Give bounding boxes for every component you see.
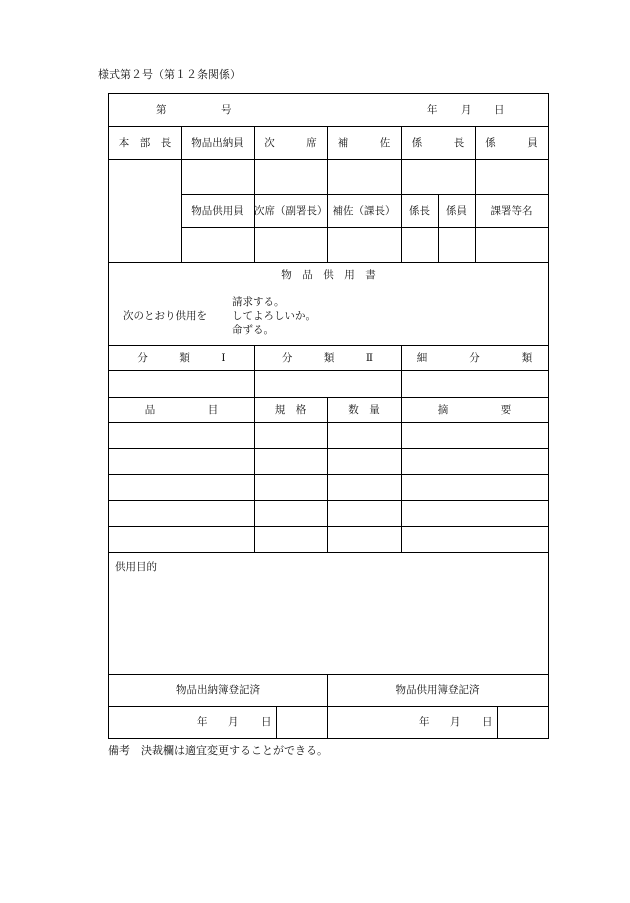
rule-h12 <box>109 500 548 501</box>
header-nen: 年 <box>427 104 438 116</box>
rule-h13 <box>109 526 548 527</box>
items-header-suryo: 数 量 <box>348 404 380 416</box>
items-header-tekiyo: 摘 要 <box>437 404 512 416</box>
registry-suitou-hi: 日 <box>261 716 272 728</box>
form-label: 様式第２号（第１２条関係） <box>98 68 241 81</box>
classification-saibunrui: 細 分 類 <box>416 352 533 364</box>
user-kakariin: 係員 <box>446 205 467 217</box>
rule-h2 <box>109 159 548 160</box>
rule-h8 <box>109 397 548 398</box>
registry-kyoyo-hi: 日 <box>482 716 493 728</box>
header-hi: 日 <box>494 104 505 116</box>
rule-h1 <box>109 126 548 127</box>
rule-h9 <box>109 422 548 423</box>
requisition-form <box>108 93 549 739</box>
approver-honbucho: 本 部 長 <box>118 137 172 149</box>
user-hosa-kacho: 補佐（課長） <box>332 205 396 217</box>
request-option-3: 命ずる。 <box>232 324 274 336</box>
user-jiseki-fukushocho: 次席（副署長） <box>254 205 328 217</box>
items-header-kikaku: 規 格 <box>274 404 307 416</box>
request-lead: 次のとおり供用を <box>123 310 207 322</box>
rule-h16 <box>109 706 548 707</box>
approver-kakariin: 係 員 <box>485 137 538 149</box>
approver-hosa: 補 佐 <box>337 137 391 149</box>
purpose-label: 供用目的 <box>115 561 157 573</box>
rule-h4 <box>181 227 548 228</box>
rule-h7 <box>109 370 548 371</box>
rule-v-r2 <box>276 706 277 738</box>
registry-suitou-nen: 年 <box>197 716 208 728</box>
footnote: 備考 決裁欄は適宜変更することができる。 <box>108 744 328 757</box>
user-kakaricho: 係長 <box>409 205 430 217</box>
registry-kyoyo-nen: 年 <box>419 716 430 728</box>
request-option-2: してよろしいか。 <box>232 310 316 322</box>
rule-h10 <box>109 448 548 449</box>
rule-h15 <box>109 674 548 675</box>
registry-suitou-tsuki: 月 <box>228 716 239 728</box>
header-dai: 第 <box>156 104 167 116</box>
approver-jiseki: 次 席 <box>264 137 317 149</box>
rule-v-i3 <box>401 397 402 552</box>
registry-kyoyo: 物品供用簿登記済 <box>395 684 480 696</box>
rule-h5 <box>109 262 548 263</box>
approver-buppin-suitouin: 物品出納員 <box>191 137 244 149</box>
approver-kakaricho: 係 長 <box>411 137 465 149</box>
classification-bunrui1: 分 類 Ⅰ <box>137 352 226 364</box>
items-header-hinmoku: 品 目 <box>144 404 219 416</box>
user-buppin-kyoyoin: 物品供用員 <box>191 205 244 217</box>
form-title: 物 品 供 用 書 <box>281 269 376 281</box>
rule-v-i2 <box>327 397 328 552</box>
header-go: 号 <box>221 104 232 116</box>
rule-h11 <box>109 474 548 475</box>
registry-kyoyo-tsuki: 月 <box>450 716 461 728</box>
rule-h14 <box>109 552 548 553</box>
user-kasho-tomei: 課署等名 <box>490 205 533 217</box>
registry-suitou: 物品出納簿登記済 <box>176 684 260 696</box>
rule-v-r3 <box>497 706 498 738</box>
header-tsuki: 月 <box>461 104 472 116</box>
rule-v-i1 <box>254 397 255 552</box>
request-option-1: 請求する。 <box>232 296 285 308</box>
rule-h3 <box>181 194 548 195</box>
classification-bunrui2: 分 類 Ⅱ <box>281 352 374 364</box>
rule-h6 <box>109 345 548 346</box>
